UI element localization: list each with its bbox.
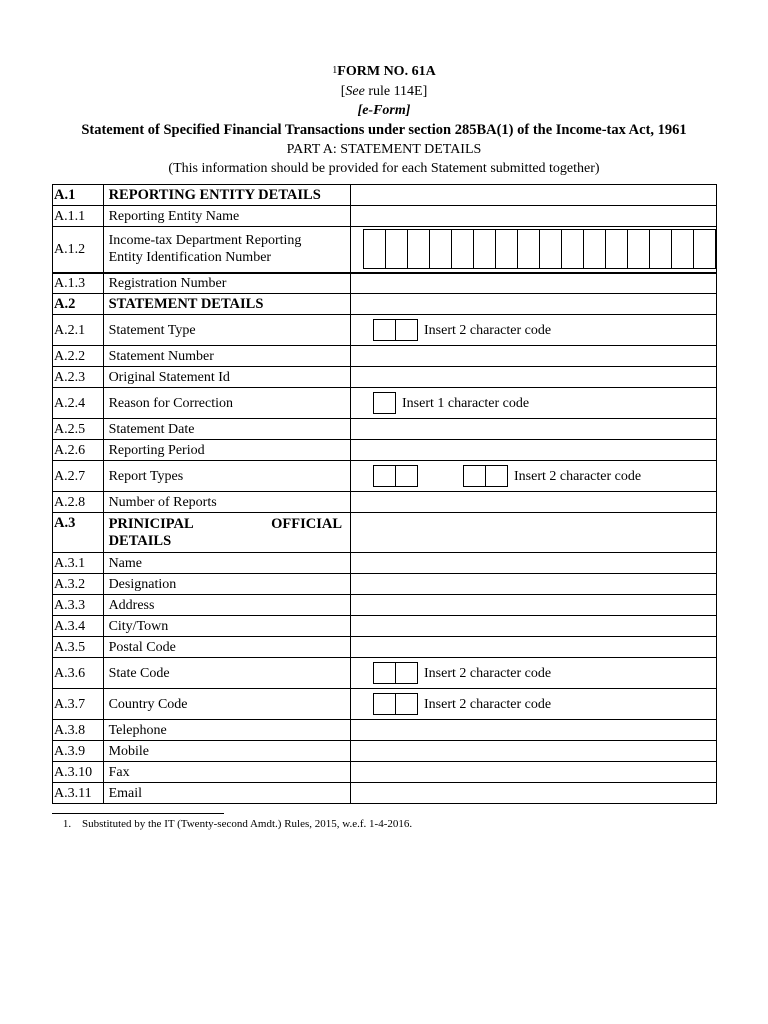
statement-type-field[interactable] [351, 315, 717, 346]
row-label: Reason for Correction [103, 388, 350, 419]
row-code: A.3 [53, 513, 104, 553]
footnote-marker: 1 [332, 65, 338, 76]
label-line-2: Entity Identification Number [108, 250, 272, 266]
row-code: A.3.1 [53, 553, 104, 574]
row-a311 [53, 783, 717, 804]
row-label: Original Statement Id [103, 367, 350, 388]
row-code: A.2.8 [53, 492, 104, 513]
heading-line-2: DETAILS [108, 532, 172, 549]
row-code: A.3.9 [53, 741, 104, 762]
form-number [0, 62, 768, 82]
row-a25 [53, 419, 717, 440]
section-heading: REPORTING ENTITY DETAILS [103, 185, 350, 206]
rule-text: rule 114E] [364, 84, 428, 99]
hint-text: Insert 2 character code [514, 468, 642, 484]
address-field[interactable] [351, 595, 717, 616]
part-heading: PART A: STATEMENT DETAILS [286, 142, 482, 157]
section-row-a2 [53, 294, 717, 315]
row-code: A.3.10 [53, 762, 104, 783]
eform-label: [e-Form] [357, 103, 411, 118]
fax-field[interactable] [351, 762, 717, 783]
see-text: See [345, 84, 365, 99]
code-boxes[interactable] [373, 662, 418, 684]
row-label: Designation [103, 574, 350, 595]
instruction-note: (This information should be provided for each Statement submitted together) [168, 161, 600, 176]
report-types-field[interactable] [351, 461, 717, 492]
telephone-field[interactable] [351, 720, 717, 741]
code-boxes[interactable] [373, 465, 418, 487]
row-a37 [53, 689, 717, 720]
value-cell [351, 294, 717, 315]
row-a36 [53, 658, 717, 689]
footnote-number: 1. [62, 818, 72, 830]
registration-number-field[interactable] [351, 273, 717, 294]
statement-date-field[interactable] [351, 419, 717, 440]
row-code: A.3.4 [53, 616, 104, 637]
row-label: Registration Number [103, 273, 350, 294]
row-label: Reporting Entity Name [103, 206, 350, 227]
row-code: A.1.2 [53, 227, 104, 273]
row-label: Postal Code [103, 637, 350, 658]
value-cell [351, 513, 717, 553]
footnote-text: Substituted by the IT (Twenty-second Amdt.) Rules, 2015, w.e.f. 1-4-2016. [82, 818, 413, 830]
row-label [103, 227, 350, 273]
heading-word-1: PRINICIPAL [108, 515, 194, 532]
row-label: City/Town [103, 616, 350, 637]
city-town-field[interactable] [351, 616, 717, 637]
original-statement-id-field[interactable] [351, 367, 717, 388]
row-label: Statement Number [103, 346, 350, 367]
hint-text: Insert 2 character code [424, 322, 552, 338]
row-a11 [53, 206, 717, 227]
value-cell [351, 185, 717, 206]
row-a24 [53, 388, 717, 419]
row-code: A.3.5 [53, 637, 104, 658]
hint-text: Insert 1 character code [402, 395, 530, 411]
row-a34 [53, 616, 717, 637]
statement-number-field[interactable] [351, 346, 717, 367]
label-line-1: Income-tax Department Reporting [108, 233, 302, 249]
row-code: A.2.2 [53, 346, 104, 367]
row-code: A.1.3 [53, 273, 104, 294]
row-label: Statement Date [103, 419, 350, 440]
row-label: Address [103, 595, 350, 616]
code-boxes[interactable] [373, 693, 418, 715]
row-a27 [53, 461, 717, 492]
row-a39 [53, 741, 717, 762]
row-label: Name [103, 553, 350, 574]
row-a23 [53, 367, 717, 388]
footnote [52, 818, 412, 830]
code-boxes[interactable] [373, 392, 396, 414]
row-a12 [53, 227, 717, 273]
form-number-text: FORM NO. 61A [337, 64, 436, 79]
row-label: Telephone [103, 720, 350, 741]
number-of-reports-field[interactable] [351, 492, 717, 513]
row-code: A.1.1 [53, 206, 104, 227]
row-code: A.2.4 [53, 388, 104, 419]
hint-text: Insert 2 character code [424, 696, 552, 712]
row-label: Statement Type [103, 315, 350, 346]
row-a31 [53, 553, 717, 574]
postal-code-field[interactable] [351, 637, 717, 658]
row-code: A.3.7 [53, 689, 104, 720]
row-a38 [53, 720, 717, 741]
row-code: A.2.1 [53, 315, 104, 346]
row-code: A.3.6 [53, 658, 104, 689]
row-label: State Code [103, 658, 350, 689]
row-label: Country Code [103, 689, 350, 720]
form-title: Statement of Specified Financial Transactions under section 285BA(1) of the Income-tax Act, 1961 [81, 122, 687, 138]
row-a13 [53, 273, 717, 294]
row-label: Number of Reports [103, 492, 350, 513]
row-code: A.3.11 [53, 783, 104, 804]
designation-field[interactable] [351, 574, 717, 595]
row-code: A.3.3 [53, 595, 104, 616]
row-a21 [53, 315, 717, 346]
row-code: A.2.7 [53, 461, 104, 492]
row-a32 [53, 574, 717, 595]
reporting-period-field[interactable] [351, 440, 717, 461]
rule-reference: [See rule 114E] [340, 84, 428, 99]
section-row-a1 [53, 185, 717, 206]
identification-number-field[interactable] [351, 227, 717, 273]
reason-for-correction-field[interactable] [351, 388, 717, 419]
row-a33 [53, 595, 717, 616]
mobile-field[interactable] [351, 741, 717, 762]
email-field[interactable] [351, 783, 717, 804]
state-code-field[interactable] [351, 658, 717, 689]
section-row-a3 [53, 513, 717, 553]
row-code: A.2.6 [53, 440, 104, 461]
row-code: A.3.8 [53, 720, 104, 741]
form-header [0, 62, 768, 178]
statement-details-table [52, 184, 717, 804]
country-code-field[interactable] [351, 689, 717, 720]
row-label: Fax [103, 762, 350, 783]
section-heading [103, 513, 350, 553]
row-a28 [53, 492, 717, 513]
row-code: A.2.3 [53, 367, 104, 388]
character-boxes[interactable] [363, 229, 716, 269]
row-label: Report Types [103, 461, 350, 492]
row-code: A.3.2 [53, 574, 104, 595]
heading-line-1 [109, 516, 342, 533]
row-a310 [53, 762, 717, 783]
row-label: Mobile [103, 741, 350, 762]
name-field[interactable] [351, 553, 717, 574]
row-a26 [53, 440, 717, 461]
hint-text: Insert 2 character code [424, 665, 552, 681]
section-heading: STATEMENT DETAILS [103, 294, 350, 315]
row-code: A.2.5 [53, 419, 104, 440]
heading-word-2: OFFICIAL [271, 515, 342, 532]
reporting-entity-name-field[interactable] [351, 206, 717, 227]
code-boxes[interactable] [373, 319, 418, 341]
row-a22 [53, 346, 717, 367]
row-code: A.2 [53, 294, 104, 315]
row-code: A.1 [53, 185, 104, 206]
row-a35 [53, 637, 717, 658]
row-label: Email [103, 783, 350, 804]
footnote-divider [52, 813, 224, 814]
code-boxes-second[interactable] [463, 465, 508, 487]
row-label: Reporting Period [103, 440, 350, 461]
